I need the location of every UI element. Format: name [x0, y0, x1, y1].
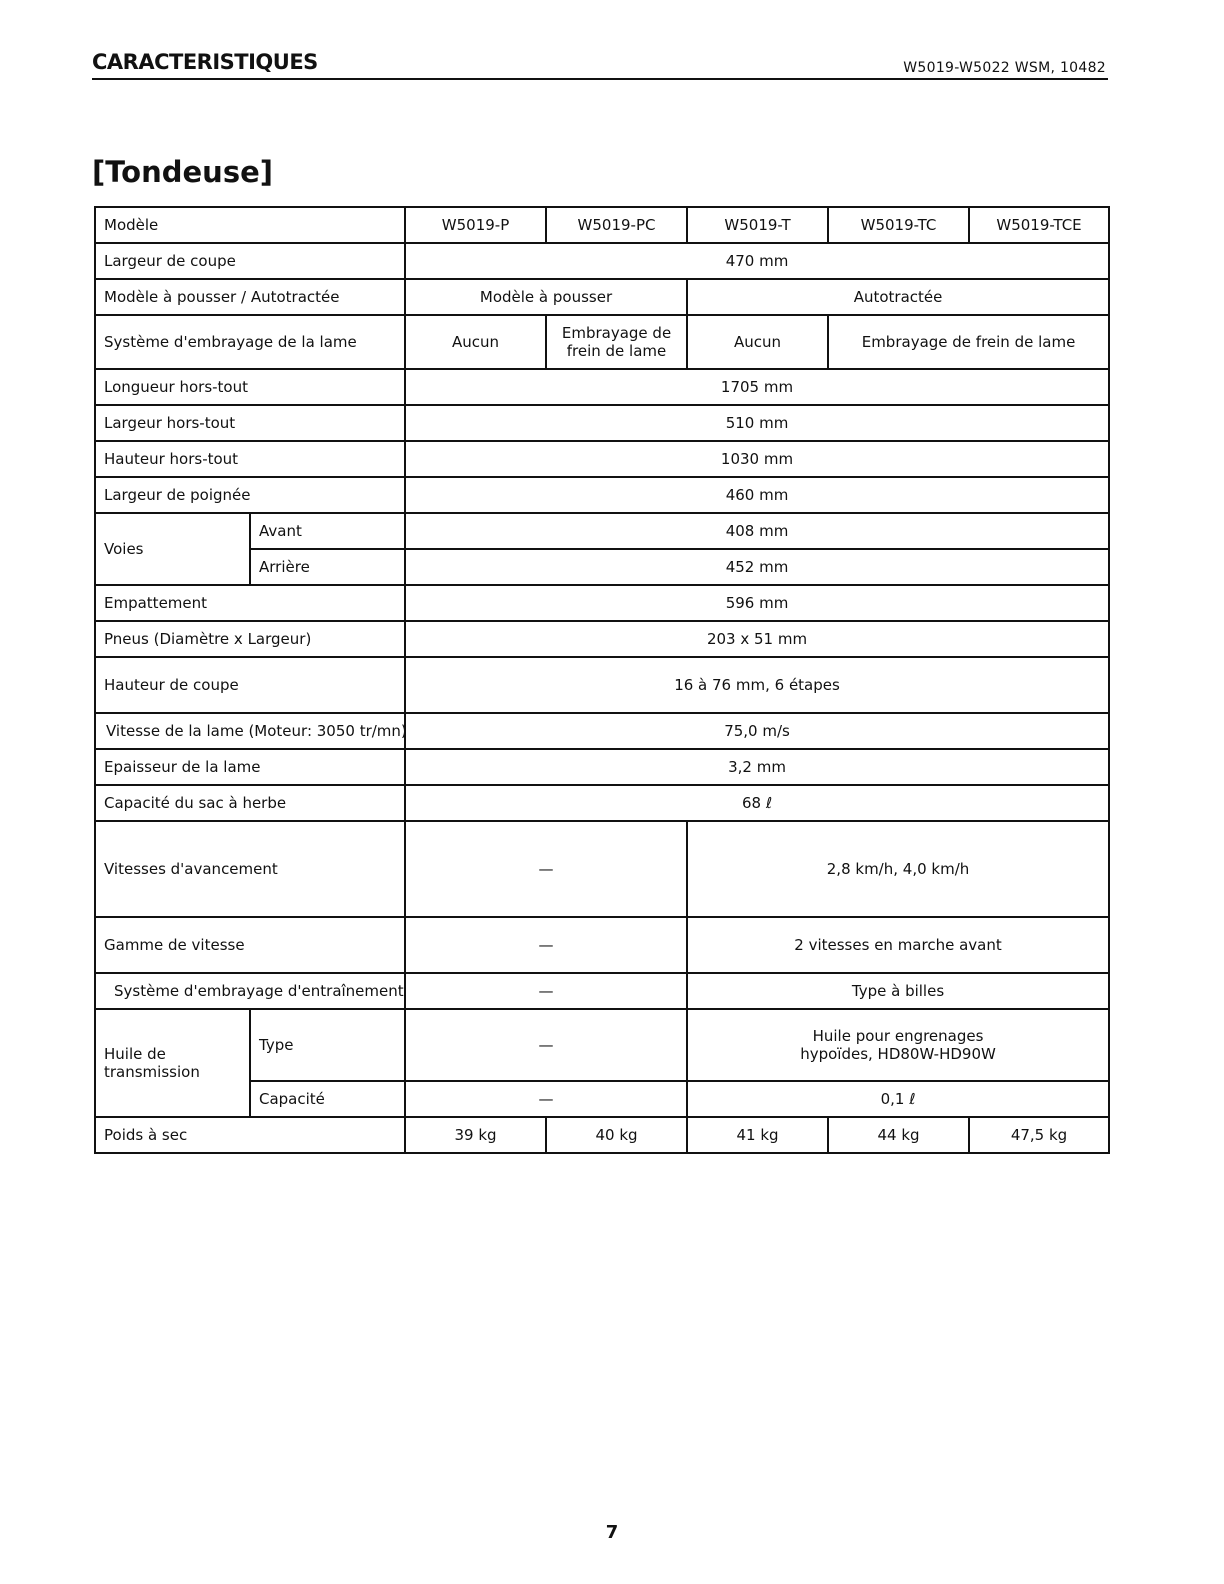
row-label: Huile de transmission	[95, 1009, 250, 1117]
dash-cell: —	[405, 821, 687, 917]
row-label: Système d'embrayage d'entraînement	[95, 973, 405, 1009]
model-cell: W5019-T	[687, 207, 828, 243]
page-header	[92, 48, 1108, 80]
sub-label: Type	[250, 1009, 405, 1081]
spec-table	[94, 206, 1110, 1154]
value-cell: 2,8 km/h, 4,0 km/h	[687, 821, 1109, 917]
row-label: Largeur hors-tout	[95, 405, 405, 441]
row-label: Modèle	[95, 207, 405, 243]
value-cell: 452 mm	[405, 549, 1109, 585]
page-title: [Tondeuse]	[92, 155, 274, 189]
value-cell: Autotractée	[687, 279, 1109, 315]
row-label: Largeur de poignée	[95, 477, 405, 513]
value-cell: Huile pour engrenages hypoïdes, HD80W-HD90W	[687, 1009, 1109, 1081]
table-row	[95, 1117, 1109, 1153]
value-cell: 41 kg	[687, 1117, 828, 1153]
value-cell: 460 mm	[405, 477, 1109, 513]
row-label: Epaisseur de la lame	[95, 749, 405, 785]
table-row	[95, 585, 1109, 621]
value-cell: 39 kg	[405, 1117, 546, 1153]
table-row	[95, 279, 1109, 315]
table-row	[95, 513, 1109, 549]
value-cell: Type à billes	[687, 973, 1109, 1009]
dash-cell: —	[405, 1009, 687, 1081]
row-label: Hauteur de coupe	[95, 657, 405, 713]
table-row	[95, 369, 1109, 405]
page-number: 7	[605, 1522, 619, 1543]
dash-cell: —	[405, 917, 687, 973]
table-row	[95, 405, 1109, 441]
value-cell: 44 kg	[828, 1117, 969, 1153]
row-label: Poids à sec	[95, 1117, 405, 1153]
table-row	[95, 749, 1109, 785]
sub-label: Avant	[250, 513, 405, 549]
row-label: Modèle à pousser / Autotractée	[95, 279, 405, 315]
model-cell: W5019-TCE	[969, 207, 1109, 243]
row-label: Vitesses d'avancement	[95, 821, 405, 917]
value-cell: Embrayage de frein de lame	[546, 315, 687, 369]
dash-cell: —	[405, 973, 687, 1009]
value-cell: 40 kg	[546, 1117, 687, 1153]
row-label: Longueur hors-tout	[95, 369, 405, 405]
section-title: CARACTERISTIQUES	[92, 50, 318, 74]
value-cell: 47,5 kg	[969, 1117, 1109, 1153]
table-row	[95, 973, 1109, 1009]
value-cell: 0,1 ℓ	[687, 1081, 1109, 1117]
value-cell: Aucun	[687, 315, 828, 369]
row-label: Système d'embrayage de la lame	[95, 315, 405, 369]
model-cell: W5019-TC	[828, 207, 969, 243]
table-row	[95, 713, 1109, 749]
model-cell: W5019-PC	[546, 207, 687, 243]
table-row	[95, 243, 1109, 279]
table-row	[95, 657, 1109, 713]
table-row	[95, 477, 1109, 513]
table-row	[95, 315, 1109, 369]
table-row	[95, 1009, 1109, 1081]
value-cell: 68 ℓ	[405, 785, 1109, 821]
value-cell: Embrayage de frein de lame	[828, 315, 1109, 369]
value-cell: 3,2 mm	[405, 749, 1109, 785]
row-label: Vitesse de la lame (Moteur: 3050 tr/mn)	[95, 713, 405, 749]
value-cell: Aucun	[405, 315, 546, 369]
table-row	[95, 621, 1109, 657]
value-cell: 2 vitesses en marche avant	[687, 917, 1109, 973]
value-cell: 596 mm	[405, 585, 1109, 621]
row-label: Largeur de coupe	[95, 243, 405, 279]
table-row	[95, 917, 1109, 973]
value-cell: 408 mm	[405, 513, 1109, 549]
row-label: Hauteur hors-tout	[95, 441, 405, 477]
value-cell: 470 mm	[405, 243, 1109, 279]
row-label: Pneus (Diamètre x Largeur)	[95, 621, 405, 657]
dash-cell: —	[405, 1081, 687, 1117]
table-row	[95, 441, 1109, 477]
document-reference: W5019-W5022 WSM, 10482	[903, 60, 1106, 76]
value-cell: 510 mm	[405, 405, 1109, 441]
row-label: Voies	[95, 513, 250, 585]
table-row	[95, 207, 1109, 243]
row-label: Gamme de vitesse	[95, 917, 405, 973]
model-cell: W5019-P	[405, 207, 546, 243]
row-label: Empattement	[95, 585, 405, 621]
value-cell: 1705 mm	[405, 369, 1109, 405]
row-label: Capacité du sac à herbe	[95, 785, 405, 821]
table-row	[95, 821, 1109, 917]
table-row	[95, 785, 1109, 821]
value-cell: 203 x 51 mm	[405, 621, 1109, 657]
value-cell: 75,0 m/s	[405, 713, 1109, 749]
value-cell: 1030 mm	[405, 441, 1109, 477]
value-cell: 16 à 76 mm, 6 étapes	[405, 657, 1109, 713]
value-cell: Modèle à pousser	[405, 279, 687, 315]
sub-label: Capacité	[250, 1081, 405, 1117]
sub-label: Arrière	[250, 549, 405, 585]
